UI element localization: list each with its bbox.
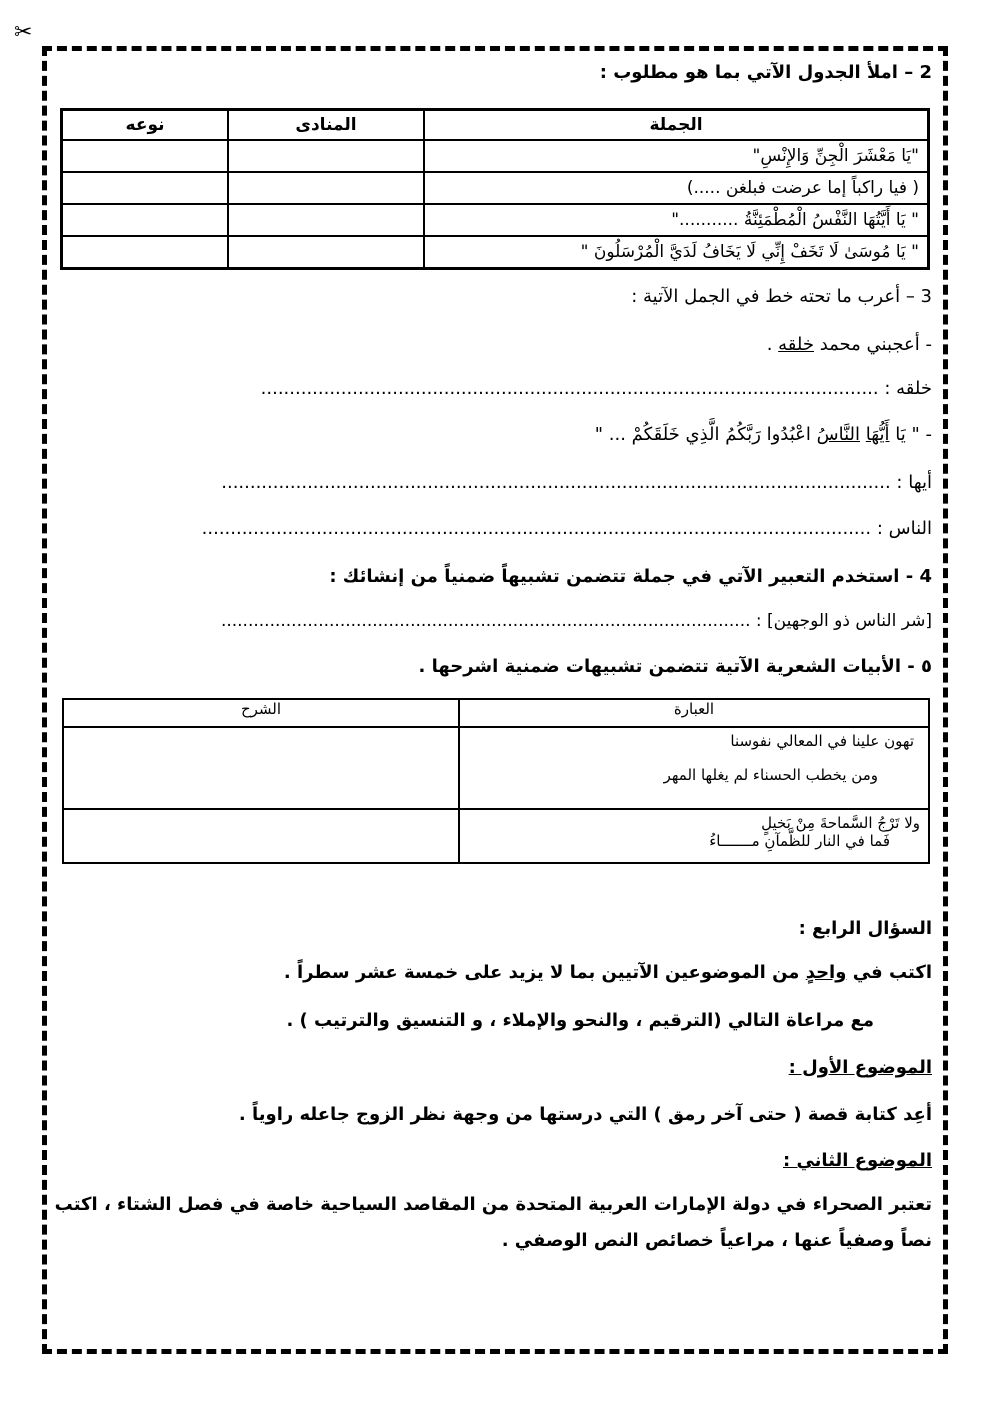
q3-s2-suffix: اعْبُدُوا رَبَّكُمُ الَّذِي خَلَقَكُمْ ... "	[594, 424, 817, 445]
answer-cell[interactable]	[63, 727, 459, 809]
q3-answer-1	[261, 378, 932, 399]
q3-s2-prefix: - " يَا	[889, 424, 932, 445]
q3-sentence-1	[767, 334, 932, 355]
topic-1-title: الموضوع الأول :	[788, 1057, 932, 1078]
table-row	[62, 204, 929, 236]
q2-title: 2 – املأ الجدول الآتي بما هو مطلوب :	[599, 62, 932, 83]
instr1-part-a: اكتب في	[846, 962, 932, 983]
q3-answer-3	[202, 518, 932, 539]
answer-dots[interactable]: .....................................................................................................................	[221, 472, 891, 493]
answer-cell[interactable]	[62, 172, 229, 204]
answer-cell[interactable]	[228, 172, 424, 204]
answer-dots[interactable]: .....................................................................................................................	[201, 518, 872, 539]
header-sentence: الجملة	[424, 110, 929, 141]
fourth-question-title: السؤال الرابع :	[798, 918, 932, 939]
q3-s1-underlined: خلقه	[778, 334, 814, 355]
answer-dots[interactable]: ............................................................................................................	[260, 378, 879, 399]
header-munada: المنادى	[228, 110, 424, 141]
sentence-cell: ( فيا راكباً إما عرضت فبلغن .....)	[424, 172, 929, 204]
topic-2-text-line-2: نصاً وصفياً عنها ، مراعياً خصائص النص الوصفي .	[501, 1230, 932, 1251]
q3-s1-prefix: - أعجبني محمد	[813, 334, 932, 355]
q3-s2-underlined-1: أَيُّهَا	[865, 424, 890, 445]
fourth-instruction-1	[284, 962, 932, 983]
header-phrase: العبارة	[459, 699, 929, 727]
q5-title: ٥ - الأبيات الشعرية الآتية تتضمن تشبيهات ضمنية اشرحها .	[418, 656, 932, 677]
phrase-cell	[459, 809, 929, 863]
header-explain: الشرح	[63, 699, 459, 727]
instr1-part-b: من الموضوعين الآتيين بما لا يزيد على خمسة عشر سطراً .	[283, 962, 806, 983]
q3-answer-2	[221, 472, 932, 493]
phrase-cell	[459, 727, 929, 809]
q3-s1-suffix: .	[766, 334, 779, 355]
table-header-row	[63, 699, 929, 727]
topic-1-text: أعِد كتابة قصة ( حتى آخر رمق ) التي درستها من وجهة نظر الزوج جاعله راوياً .	[238, 1104, 932, 1125]
answer-cell[interactable]	[62, 236, 229, 269]
answer-label: الناس :	[876, 518, 932, 539]
verse-line: ولا تَرْجُ السَّماحةَ مِنْ بَخيلٍ	[761, 814, 920, 832]
q3-s2-underlined-2: النَّاسُ	[816, 424, 861, 445]
table-row	[63, 809, 929, 863]
q3-title: 3 – أعرب ما تحته خط في الجمل الآتية :	[631, 286, 932, 307]
answer-cell[interactable]	[228, 236, 424, 269]
topic-2-title: الموضوع الثاني :	[783, 1150, 932, 1171]
verse-line: ومن يخطب الحسناء لم يغلها المهر	[663, 766, 878, 784]
topic-2-text-line-1: تعتبر الصحراء في دولة الإمارات العربية المتحدة من المقاصد السياحية خاصة في فصل الشتاء ، اكتب	[54, 1194, 932, 1215]
table-row	[62, 172, 929, 204]
q3-sentence-2	[595, 424, 932, 445]
answer-cell[interactable]	[228, 204, 424, 236]
table-header-row	[62, 110, 929, 141]
q4-line[interactable]: [شر الناس ذو الوجهين] : ..................................................................................................	[220, 611, 932, 631]
fourth-instruction-2: مع مراعاة التالي (الترقيم ، والنحو والإملاء ، و التنسيق والترتيب ) .	[286, 1010, 874, 1031]
answer-cell[interactable]	[228, 140, 424, 172]
table-row	[63, 727, 929, 809]
table-row	[62, 140, 929, 172]
table-row	[62, 236, 929, 269]
sentence-cell: "يَا مَعْشَرَ الْجِنِّ وَالإِنْسِ"	[424, 140, 929, 172]
instr1-underlined: واحدٍ	[805, 962, 847, 983]
answer-cell[interactable]	[63, 809, 459, 863]
answer-label: خلقه :	[884, 378, 932, 399]
verse-line: فَما في النار للظَّمآنِ مـــــــاءُ	[709, 832, 890, 850]
sentence-cell: " يَا مُوسَىٰ لَا تَخَفْ إِنِّي لَا يَخَافُ لَدَيَّ الْمُرْسَلُونَ "	[424, 236, 929, 269]
verse-line: تهون علينا في المعالي نفوسنا	[730, 732, 914, 750]
answer-cell[interactable]	[62, 204, 229, 236]
q5-table	[62, 698, 930, 864]
answer-label: أيها :	[896, 472, 932, 493]
header-type: نوعه	[62, 110, 229, 141]
q4-title: 4 - استخدم التعبير الآتي في جملة تتضمن تشبيهاً ضمنياً من إنشائك :	[329, 566, 932, 587]
scissors-icon: ✂	[14, 20, 33, 45]
q2-table	[60, 108, 930, 270]
answer-cell[interactable]	[62, 140, 229, 172]
sentence-cell: " يَا أَيَّتُهَا النَّفْسُ الْمُطْمَئِنَّةُ ..........."	[424, 204, 929, 236]
